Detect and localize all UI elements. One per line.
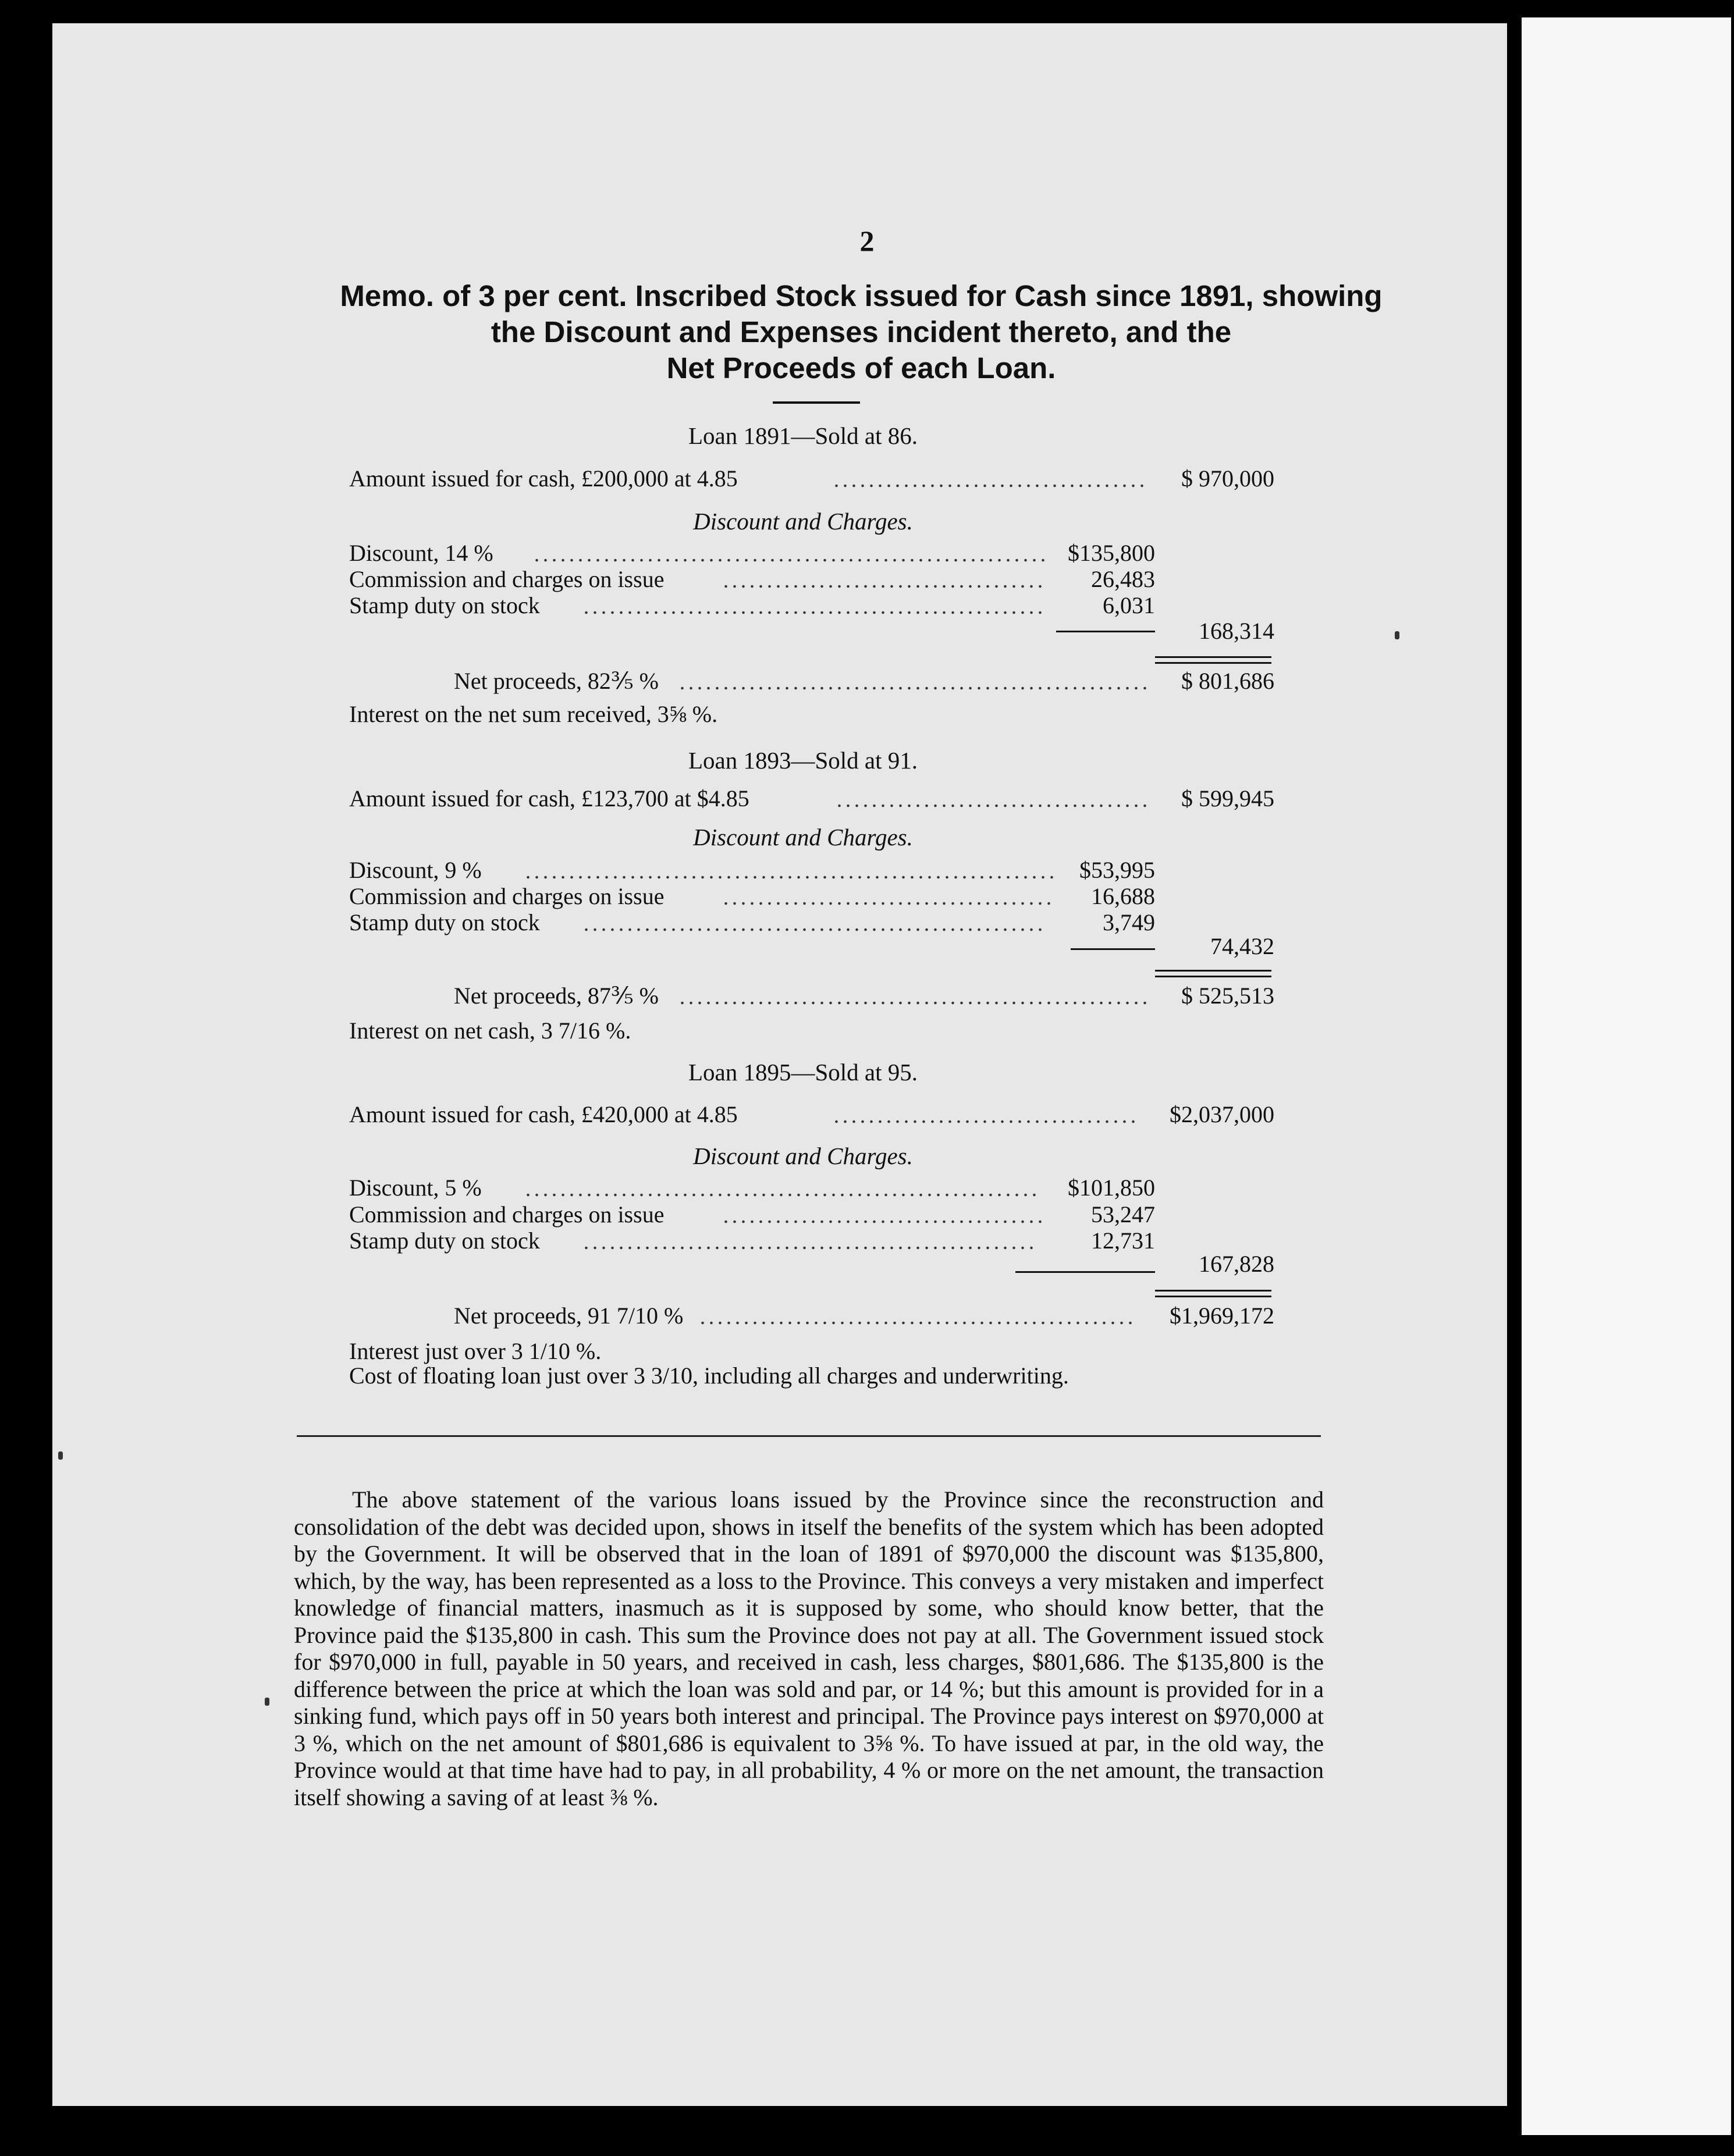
leader-dots xyxy=(678,686,1149,690)
loan-1893-total-charges-row xyxy=(349,932,1274,961)
charge-value: $135,800 xyxy=(1068,540,1155,566)
charge-value: $101,850 xyxy=(1068,1175,1155,1201)
amount-value: $ 970,000 xyxy=(1181,465,1274,492)
loan-1895-heading: Loan 1895—Sold at 95. xyxy=(688,1059,918,1086)
loan-1891-net-row xyxy=(349,667,1274,696)
total-charges: 74,432 xyxy=(1210,933,1274,959)
stray-mark xyxy=(58,1451,63,1460)
amount-value: $2,037,000 xyxy=(1170,1101,1274,1127)
leader-dots xyxy=(722,902,1056,905)
loan-1891-stamp-row xyxy=(349,591,1274,620)
loan-1893-interest-row xyxy=(349,1016,1274,1045)
total-charges: 168,314 xyxy=(1199,618,1274,644)
loan-1891-heading: Loan 1891—Sold at 86. xyxy=(688,422,918,449)
interest-note: Interest just over 3 1/10 %. xyxy=(349,1338,602,1364)
loan-1895-commission-row xyxy=(349,1200,1274,1229)
title-line-1: Memo. of 3 per cent. Inscribed Stock issued for Cash since 1891, showing xyxy=(340,279,1383,312)
loan-1895-amount-row xyxy=(349,1100,1274,1129)
charge-label: Discount, 9 % xyxy=(349,857,482,883)
charge-label: Commission and charges on issue xyxy=(349,566,665,592)
adjacent-page-edge xyxy=(1522,17,1731,2135)
stray-mark xyxy=(265,1698,269,1706)
charge-value: 12,731 xyxy=(1091,1228,1155,1254)
interest-note: Cost of floating loan just over 3 3/10, including all charges and underwriting. xyxy=(349,1362,1069,1389)
leader-dots xyxy=(698,1321,1138,1325)
leader-dots xyxy=(722,1220,1047,1223)
charge-value: 6,031 xyxy=(1103,592,1155,618)
loan-1893-amount-row xyxy=(349,784,1274,813)
loan-1895-charges-heading: Discount and Charges. xyxy=(693,1143,913,1169)
total-rule xyxy=(1155,1296,1271,1297)
leader-dots xyxy=(582,928,1047,931)
interest-note: Interest on the net sum received, 3⅝ %. xyxy=(349,701,718,727)
loan-1891-charges-heading: Discount and Charges. xyxy=(693,508,913,535)
charge-value: $53,995 xyxy=(1079,857,1155,883)
leader-dots xyxy=(524,876,1059,879)
loan-1893-heading: Loan 1893—Sold at 91. xyxy=(688,747,918,774)
loan-1891-discount-row xyxy=(349,539,1274,568)
charge-value: 53,247 xyxy=(1091,1201,1155,1228)
memo-title xyxy=(221,278,1501,386)
interest-note: Interest on net cash, 3 7/16 %. xyxy=(349,1017,631,1044)
leader-dots xyxy=(722,585,1047,588)
total-rule xyxy=(1155,976,1271,977)
loan-1893-discount-row xyxy=(349,856,1274,885)
leader-dots xyxy=(835,804,1149,807)
charge-value: 26,483 xyxy=(1091,566,1155,592)
loan-1895-cost-row xyxy=(349,1361,1274,1390)
charge-label: Commission and charges on issue xyxy=(349,1201,665,1228)
section-separator xyxy=(297,1435,1321,1437)
leader-dots xyxy=(678,1001,1146,1005)
loan-1893-commission-row xyxy=(349,882,1274,911)
amount-value: $ 599,945 xyxy=(1181,785,1274,812)
total-charges: 167,828 xyxy=(1199,1251,1274,1277)
loan-1893-net-row xyxy=(349,981,1274,1011)
total-rule xyxy=(1155,970,1271,972)
charge-value: 16,688 xyxy=(1091,883,1155,909)
loan-1891-interest-row xyxy=(349,700,1274,729)
explanatory-paragraph xyxy=(294,1486,1324,1811)
leader-dots xyxy=(524,1193,1039,1197)
charge-value: 3,749 xyxy=(1103,909,1155,935)
net-label: Net proceeds, 82⅗ % xyxy=(454,668,659,694)
loan-1893-charges-heading: Discount and Charges. xyxy=(693,824,913,851)
amount-label: Amount issued for cash, £123,700 at $4.85 xyxy=(349,785,749,812)
leader-dots xyxy=(582,611,1042,614)
charge-label: Stamp duty on stock xyxy=(349,592,540,618)
amount-label: Amount issued for cash, £200,000 at 4.85 xyxy=(349,465,738,492)
loan-1895-discount-row xyxy=(349,1173,1274,1202)
title-line-2: the Discount and Expenses incident thereto, and the xyxy=(491,315,1232,348)
charge-label: Discount, 14 % xyxy=(349,540,493,566)
loan-1891-commission-row xyxy=(349,565,1274,594)
total-rule xyxy=(1155,1290,1271,1292)
net-label: Net proceeds, 91 7/10 % xyxy=(454,1303,684,1329)
page-number: 2 xyxy=(859,225,875,257)
loan-1895-total-charges-row xyxy=(349,1250,1274,1279)
charge-label: Discount, 5 % xyxy=(349,1175,482,1201)
paragraph-text: The above statement of the various loans issued by the Province since the reconstruction and consolidation of the debt was decided upon, shows in itself the benefits of the system which has been adopted by the Government. It will be observed that in the loan of 1891 of $970,000 the discount was $135,800, which, by the way, has been represented as a loss to the Province. This conveys a very mistaken and imperfect knowledge of financial matters, inasmuch as it is supposed by some, who should know better, that the Province paid the $135,800 in cash. This sum the Province does not pay at all. The Government issued stock for $970,000 in full, payable in 50 years, and received in cash, less charges, $801,686. The $135,800 is the difference between the price at which the loan was sold and par, or 14 %; but this amount is provided for in a sinking fund, which pays off in 50 years both interest and principal. The Province pays interest on $970,000 at 3 %, which on the net amount of $801,686 is equivalent to 3⅝ %. To have issued at par, in the old way, the Province would at that time have had to pay, in all probability, 4 % or more on the net amount, the transaction itself showing a saving of at least ⅜ %. xyxy=(294,1486,1324,1810)
total-rule xyxy=(1155,662,1271,664)
net-value: $1,969,172 xyxy=(1170,1303,1274,1329)
loan-1891-amount-row xyxy=(349,464,1274,493)
stray-mark xyxy=(1395,631,1399,639)
leader-dots xyxy=(832,1120,1138,1123)
amount-label: Amount issued for cash, £420,000 at 4.85 xyxy=(349,1101,738,1127)
leader-dots xyxy=(532,558,1044,562)
loan-1891-total-charges-row xyxy=(349,617,1274,646)
leader-dots xyxy=(832,484,1149,488)
loan-1895-net-row xyxy=(349,1301,1274,1330)
title-rule xyxy=(773,401,860,404)
net-label: Net proceeds, 87⅗ % xyxy=(454,983,659,1009)
charge-label: Stamp duty on stock xyxy=(349,1228,540,1254)
title-line-3: Net Proceeds of each Loan. xyxy=(666,351,1056,385)
charge-label: Stamp duty on stock xyxy=(349,909,540,935)
total-rule xyxy=(1155,656,1271,658)
charge-label: Commission and charges on issue xyxy=(349,883,665,909)
net-value: $ 525,513 xyxy=(1181,983,1274,1009)
subtotal-rule xyxy=(1015,1271,1155,1273)
net-value: $ 801,686 xyxy=(1181,668,1274,694)
